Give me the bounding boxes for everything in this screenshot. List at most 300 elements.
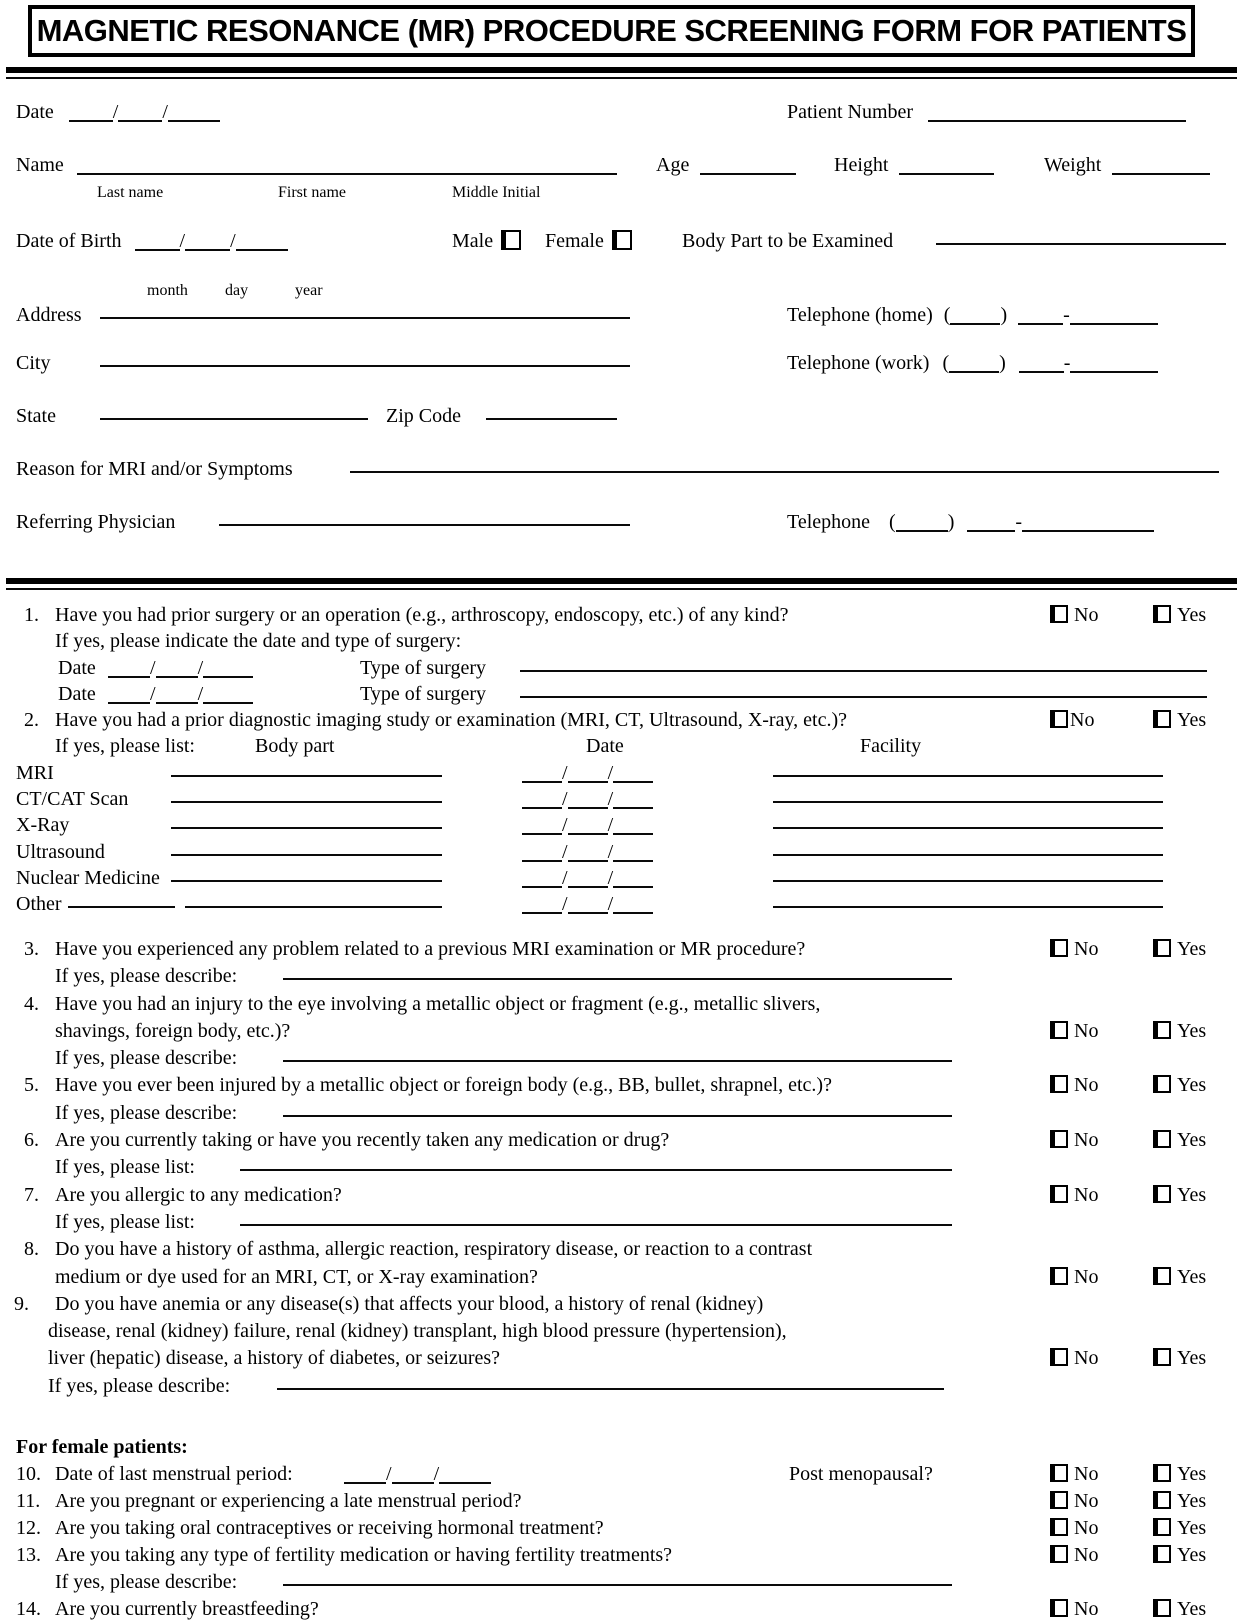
q12-row bbox=[0, 1515, 1243, 1542]
q9-number: 9. bbox=[14, 1292, 29, 1315]
slash: / bbox=[150, 656, 156, 679]
height-group bbox=[834, 152, 994, 179]
slash: / bbox=[607, 761, 614, 784]
q6-row bbox=[0, 1127, 1243, 1154]
paren: ( bbox=[942, 352, 950, 374]
slash: / bbox=[607, 866, 614, 889]
q1-number: 1. bbox=[24, 604, 39, 626]
ultrasound-date-fields bbox=[522, 839, 653, 865]
yes-label: Yes bbox=[1177, 1544, 1207, 1566]
q4-yes-checkbox[interactable] bbox=[1153, 1021, 1171, 1039]
xray-date-d[interactable] bbox=[568, 818, 608, 835]
slash: / bbox=[607, 814, 614, 837]
q9-text-line1: Do you have anemia or any disease(s) that affects your blood, a history of renal (kidney) bbox=[55, 1292, 764, 1315]
q14-yes-checkbox[interactable] bbox=[1153, 1599, 1171, 1617]
tel-work-label: Telephone (work) bbox=[787, 352, 930, 374]
q5-yes-checkbox[interactable] bbox=[1153, 1075, 1171, 1093]
q1-date1-year-field[interactable] bbox=[203, 661, 253, 678]
state-field[interactable] bbox=[100, 403, 368, 420]
yes-label: Yes bbox=[1177, 1129, 1207, 1152]
q4-number: 4. bbox=[24, 992, 39, 1015]
patient-number-label: Patient Number bbox=[787, 101, 914, 123]
patient-number-group bbox=[787, 99, 1186, 126]
tel-work-group bbox=[787, 350, 1158, 377]
mri-date-y[interactable] bbox=[613, 766, 653, 783]
height-label: Height bbox=[834, 154, 889, 176]
q10-number: 10. bbox=[16, 1463, 41, 1485]
body-part-field[interactable] bbox=[936, 228, 1226, 245]
q12-no-option bbox=[1050, 1515, 1098, 1542]
ct-body-part-field[interactable] bbox=[171, 786, 442, 803]
male-group bbox=[452, 228, 527, 255]
q13-number: 13. bbox=[16, 1544, 41, 1566]
q7-list-row bbox=[0, 1209, 1243, 1236]
female-heading: For female patients: bbox=[16, 1436, 188, 1458]
telephone-label: Telephone bbox=[787, 511, 871, 533]
q4-describe-field[interactable] bbox=[283, 1045, 952, 1062]
q1-date-1-fields bbox=[108, 655, 253, 681]
age-group bbox=[656, 152, 796, 179]
q4-no-checkbox[interactable] bbox=[1050, 1021, 1068, 1039]
q3-describe-label: If yes, please describe: bbox=[55, 965, 238, 988]
nuclear-date-fields bbox=[522, 865, 653, 891]
slash: / bbox=[562, 814, 568, 837]
no-label: No bbox=[1074, 1019, 1099, 1042]
q5-describe-field[interactable] bbox=[283, 1100, 952, 1117]
imaging-label-nuclear: Nuclear Medicine bbox=[16, 866, 160, 889]
other-date-d[interactable] bbox=[568, 897, 608, 914]
last-name-label: Last name bbox=[97, 184, 164, 201]
q5-number: 5. bbox=[24, 1074, 39, 1097]
q11-number: 11. bbox=[16, 1490, 41, 1512]
yes-label: Yes bbox=[1177, 1598, 1207, 1620]
date-label: Date bbox=[16, 101, 54, 123]
q1-date-2-fields bbox=[108, 681, 253, 707]
referring-physician-field[interactable] bbox=[219, 509, 630, 526]
q7-row bbox=[0, 1182, 1243, 1209]
dob-year-field[interactable] bbox=[236, 234, 288, 251]
q9-describe-field[interactable] bbox=[277, 1373, 944, 1390]
nuclear-date-d[interactable] bbox=[568, 871, 608, 888]
q1-yes-checkbox[interactable] bbox=[1153, 605, 1171, 623]
q10-no-option bbox=[1050, 1461, 1098, 1488]
q1-yes-option bbox=[1153, 602, 1206, 628]
q8-yes-option bbox=[1153, 1264, 1206, 1291]
q5-row bbox=[0, 1072, 1243, 1099]
yes-label: Yes bbox=[1177, 1265, 1207, 1288]
q6-number: 6. bbox=[24, 1129, 39, 1152]
q3-no-checkbox[interactable] bbox=[1050, 939, 1068, 957]
xray-facility-field[interactable] bbox=[773, 812, 1163, 829]
yes-label: Yes bbox=[1177, 1463, 1207, 1485]
name-row bbox=[16, 152, 1229, 179]
q5-no-checkbox[interactable] bbox=[1050, 1075, 1068, 1093]
questions-block-1 bbox=[0, 602, 1243, 918]
female-heading-row bbox=[0, 1434, 1243, 1461]
ct-date-d[interactable] bbox=[568, 792, 608, 809]
q9-no-option bbox=[1050, 1345, 1098, 1372]
q9-row-2 bbox=[0, 1318, 1243, 1345]
q3-no-option bbox=[1050, 936, 1098, 963]
q6-yes-checkbox[interactable] bbox=[1153, 1130, 1171, 1148]
slash: / bbox=[562, 788, 568, 811]
address-label: Address bbox=[16, 304, 82, 326]
zip-label: Zip Code bbox=[386, 405, 461, 427]
q11-yes-option bbox=[1153, 1488, 1206, 1515]
no-label: No bbox=[1074, 1517, 1099, 1539]
q9-describe-label: If yes, please describe: bbox=[48, 1374, 231, 1397]
other-date-m[interactable] bbox=[522, 897, 562, 914]
q1-type1-field[interactable] bbox=[520, 655, 1207, 672]
q6-list-field[interactable] bbox=[240, 1154, 952, 1171]
mri-facility-field[interactable] bbox=[773, 760, 1163, 777]
q3-describe-field[interactable] bbox=[283, 963, 952, 980]
q7-number: 7. bbox=[24, 1183, 39, 1206]
q8-row-2 bbox=[0, 1264, 1243, 1291]
weight-label: Weight bbox=[1044, 154, 1102, 176]
q10-date-m[interactable] bbox=[344, 1467, 386, 1484]
yes-label: Yes bbox=[1177, 1517, 1207, 1539]
q8-row-1 bbox=[0, 1236, 1243, 1263]
q4-describe-row bbox=[0, 1045, 1243, 1072]
name-sublabels bbox=[16, 179, 1229, 206]
q2-col-facility: Facility bbox=[860, 735, 922, 758]
name-label: Name bbox=[16, 154, 64, 176]
city-label: City bbox=[16, 352, 51, 374]
slash: / bbox=[197, 682, 204, 705]
no-label: No bbox=[1074, 1183, 1099, 1206]
year-label: year bbox=[295, 282, 323, 299]
xray-date-fields bbox=[522, 812, 653, 838]
q8-yes-checkbox[interactable] bbox=[1153, 1267, 1171, 1285]
q3-yes-checkbox[interactable] bbox=[1153, 939, 1171, 957]
mri-date-fields bbox=[522, 760, 653, 786]
month-label: month bbox=[147, 282, 188, 299]
q12-number: 12. bbox=[16, 1517, 41, 1539]
q14-row bbox=[0, 1596, 1243, 1620]
q9-row-1 bbox=[0, 1291, 1243, 1318]
q7-list-field[interactable] bbox=[240, 1209, 952, 1226]
q9-yes-option bbox=[1153, 1345, 1206, 1372]
q11-row bbox=[0, 1488, 1243, 1515]
ct-date-fields bbox=[522, 786, 653, 812]
tel-home-area-field[interactable] bbox=[950, 308, 1000, 325]
weight-group bbox=[1044, 152, 1210, 179]
yes-label: Yes bbox=[1177, 1490, 1207, 1512]
q6-yes-option bbox=[1153, 1127, 1206, 1154]
other-facility-field[interactable] bbox=[773, 891, 1163, 908]
q12-no-checkbox[interactable] bbox=[1050, 1518, 1068, 1536]
form-title: MAGNETIC RESONANCE (MR) PROCEDURE SCREENING FORM FOR PATIENTS bbox=[36, 13, 1187, 48]
state-row bbox=[16, 403, 1229, 430]
ct-date-y[interactable] bbox=[613, 792, 653, 809]
nuclear-body-part-field[interactable] bbox=[171, 865, 442, 882]
date-day-field[interactable] bbox=[118, 105, 162, 122]
imaging-row-mri bbox=[0, 760, 1243, 786]
q1-date-label-1: Date bbox=[58, 656, 96, 679]
other-body-part-field[interactable] bbox=[185, 891, 442, 908]
q10-row bbox=[0, 1461, 1243, 1488]
ct-facility-field[interactable] bbox=[773, 786, 1163, 803]
no-label: No bbox=[1074, 1074, 1099, 1097]
q2-yes-option bbox=[1153, 707, 1206, 733]
nuclear-date-m[interactable] bbox=[522, 871, 562, 888]
q8-no-checkbox[interactable] bbox=[1050, 1267, 1068, 1285]
yes-label: Yes bbox=[1177, 604, 1207, 626]
q1-type-label-2: Type of surgery bbox=[360, 682, 486, 705]
ultrasound-date-y[interactable] bbox=[613, 845, 653, 862]
q10-post-menopausal-label: Post menopausal? bbox=[789, 1463, 933, 1485]
reason-row bbox=[16, 456, 1229, 483]
reason-field[interactable] bbox=[350, 456, 1219, 473]
q2-no-option bbox=[1050, 707, 1094, 733]
q10-yes-checkbox[interactable] bbox=[1153, 1464, 1171, 1482]
q7-yes-checkbox[interactable] bbox=[1153, 1185, 1171, 1203]
q11-text: Are you pregnant or experiencing a late menstrual period? bbox=[55, 1490, 522, 1512]
dob-day-field[interactable] bbox=[185, 234, 230, 251]
date-month-field[interactable] bbox=[69, 105, 113, 122]
referring-tel-group bbox=[787, 509, 1154, 536]
q5-text: Have you ever been injured by a metallic object or foreign body (e.g., BB, bullet, shrapnel, etc.)? bbox=[55, 1074, 832, 1097]
paren: ) bbox=[947, 511, 955, 533]
q2-col-date: Date bbox=[586, 735, 624, 758]
q1-date2-year-field[interactable] bbox=[203, 687, 253, 704]
q1-date1-month-field[interactable] bbox=[108, 661, 150, 678]
q1-date2-day-field[interactable] bbox=[156, 687, 198, 704]
yes-label: Yes bbox=[1177, 1347, 1207, 1370]
dob-sublabels bbox=[16, 277, 1229, 304]
slash: / bbox=[112, 101, 119, 123]
imaging-label-other: Other bbox=[16, 893, 62, 916]
date-patient-row bbox=[16, 99, 1229, 126]
age-label: Age bbox=[656, 154, 690, 176]
q5-yes-option bbox=[1153, 1072, 1206, 1099]
paren: ( bbox=[943, 304, 951, 326]
imaging-label-xray: X-Ray bbox=[16, 814, 70, 837]
q6-list-row bbox=[0, 1154, 1243, 1181]
no-label: No bbox=[1074, 1129, 1099, 1152]
q3-yes-option bbox=[1153, 936, 1206, 963]
q2-text: Have you had a prior diagnostic imaging study or examination (MRI, CT, Ultrasound, X-ray, etc.)? bbox=[55, 709, 848, 732]
q13-no-checkbox[interactable] bbox=[1050, 1545, 1068, 1563]
slash: / bbox=[433, 1463, 440, 1485]
ultrasound-facility-field[interactable] bbox=[773, 839, 1163, 856]
q13-describe-row bbox=[0, 1569, 1243, 1596]
nuclear-date-y[interactable] bbox=[613, 871, 653, 888]
referring-row bbox=[16, 509, 1229, 536]
city-field[interactable] bbox=[100, 350, 630, 367]
dob-month-field[interactable] bbox=[135, 234, 180, 251]
date-year-field[interactable] bbox=[168, 105, 220, 122]
q13-yes-option bbox=[1153, 1542, 1206, 1569]
q2-yes-checkbox[interactable] bbox=[1153, 710, 1171, 728]
nuclear-facility-field[interactable] bbox=[773, 865, 1163, 882]
no-label: No bbox=[1074, 1598, 1099, 1620]
slash: / bbox=[150, 682, 156, 705]
q1-type2-field[interactable] bbox=[520, 681, 1207, 698]
ultrasound-date-d[interactable] bbox=[568, 845, 608, 862]
q13-yes-checkbox[interactable] bbox=[1153, 1545, 1171, 1563]
q10-text: Date of last menstrual period: bbox=[55, 1463, 293, 1485]
divider-top bbox=[6, 67, 1237, 79]
tel-home-group bbox=[787, 302, 1158, 329]
q14-no-option bbox=[1050, 1596, 1098, 1620]
q14-no-checkbox[interactable] bbox=[1050, 1599, 1068, 1617]
q5-no-option bbox=[1050, 1072, 1098, 1099]
slash: / bbox=[562, 840, 568, 863]
q9-row-3 bbox=[0, 1345, 1243, 1372]
questions-block-female bbox=[0, 1434, 1243, 1620]
ct-date-m[interactable] bbox=[522, 792, 562, 809]
reason-label: Reason for MRI and/or Symptoms bbox=[16, 458, 293, 480]
q13-row bbox=[0, 1542, 1243, 1569]
q10-yes-option bbox=[1153, 1461, 1206, 1488]
address-row bbox=[16, 302, 1229, 329]
q10-date-y[interactable] bbox=[439, 1467, 491, 1484]
tel-work-line-field[interactable] bbox=[1070, 356, 1158, 373]
q5-describe-label: If yes, please describe: bbox=[55, 1101, 238, 1124]
imaging-row-xray bbox=[0, 812, 1243, 838]
patient-number-field[interactable] bbox=[928, 105, 1186, 122]
q10-no-checkbox[interactable] bbox=[1050, 1464, 1068, 1482]
imaging-label-ultrasound: Ultrasound bbox=[16, 840, 105, 863]
q9-yes-checkbox[interactable] bbox=[1153, 1348, 1171, 1366]
other-date-y[interactable] bbox=[613, 897, 653, 914]
tel-work-prefix-field[interactable] bbox=[1019, 356, 1064, 373]
no-label: No bbox=[1074, 1490, 1099, 1512]
address-field[interactable] bbox=[100, 302, 630, 319]
female-group bbox=[545, 228, 638, 255]
yes-label: Yes bbox=[1177, 1074, 1207, 1097]
body-part-label: Body Part to be Examined bbox=[682, 230, 894, 252]
tel-work-area-field[interactable] bbox=[949, 356, 999, 373]
referring-tel-area-field[interactable] bbox=[896, 515, 948, 532]
imaging-row-other bbox=[0, 891, 1243, 917]
q7-text: Are you allergic to any medication? bbox=[55, 1183, 342, 1206]
paren: ) bbox=[999, 352, 1006, 374]
day-label: day bbox=[225, 282, 249, 299]
female-checkbox[interactable] bbox=[612, 230, 632, 250]
imaging-row-ct bbox=[0, 786, 1243, 812]
q11-yes-checkbox[interactable] bbox=[1153, 1491, 1171, 1509]
mri-date-d[interactable] bbox=[568, 766, 608, 783]
q8-no-option bbox=[1050, 1264, 1098, 1291]
xray-date-m[interactable] bbox=[522, 818, 562, 835]
referring-tel-line-field[interactable] bbox=[1022, 515, 1154, 532]
male-label: Male bbox=[452, 230, 494, 252]
tel-home-prefix-field[interactable] bbox=[1018, 308, 1063, 325]
q12-yes-checkbox[interactable] bbox=[1153, 1518, 1171, 1536]
q1-date2-month-field[interactable] bbox=[108, 687, 150, 704]
yes-label: Yes bbox=[1177, 1019, 1207, 1042]
q1-no-checkbox[interactable] bbox=[1050, 605, 1068, 623]
q10-date-fields bbox=[344, 1461, 491, 1488]
q4-text-line2: shavings, foreign body, etc.)? bbox=[55, 1019, 291, 1042]
dob-label: Date of Birth bbox=[16, 230, 122, 252]
xray-date-y[interactable] bbox=[613, 818, 653, 835]
male-checkbox[interactable] bbox=[501, 230, 521, 250]
q7-no-checkbox[interactable] bbox=[1050, 1185, 1068, 1203]
mri-body-part-field[interactable] bbox=[171, 760, 442, 777]
city-row bbox=[16, 350, 1229, 377]
q1-subprompt: If yes, please indicate the date and type of surgery: bbox=[55, 630, 462, 653]
q2-number: 2. bbox=[24, 709, 39, 732]
middle-initial-label: Middle Initial bbox=[452, 184, 541, 201]
questions-block-2 bbox=[0, 936, 1243, 1400]
q1-date-label-2: Date bbox=[58, 682, 96, 705]
q3-describe-row bbox=[0, 963, 1243, 990]
q13-describe-label: If yes, please describe: bbox=[55, 1571, 238, 1593]
height-field[interactable] bbox=[899, 158, 994, 175]
q14-number: 14. bbox=[16, 1598, 41, 1620]
q2-no-checkbox[interactable] bbox=[1050, 710, 1068, 728]
imaging-row-nuclear bbox=[0, 865, 1243, 891]
q14-yes-option bbox=[1153, 1596, 1206, 1620]
q13-describe-field[interactable] bbox=[283, 1569, 952, 1586]
q9-no-checkbox[interactable] bbox=[1050, 1348, 1068, 1366]
q6-no-checkbox[interactable] bbox=[1050, 1130, 1068, 1148]
first-name-label: First name bbox=[278, 184, 346, 201]
q3-row bbox=[0, 936, 1243, 963]
xray-body-part-field[interactable] bbox=[171, 812, 442, 829]
q8-text-line2: medium or dye used for an MRI, CT, or X-ray examination? bbox=[55, 1265, 538, 1288]
q1-row bbox=[0, 602, 1243, 628]
q3-text: Have you experienced any problem related to a previous MRI examination or MR procedure? bbox=[55, 938, 806, 960]
q4-row-1 bbox=[0, 991, 1243, 1018]
q11-no-checkbox[interactable] bbox=[1050, 1491, 1068, 1509]
ultrasound-date-m[interactable] bbox=[522, 845, 562, 862]
q2-row bbox=[0, 707, 1243, 733]
zip-field[interactable] bbox=[486, 403, 617, 420]
slash: / bbox=[179, 230, 186, 252]
ultrasound-body-part-field[interactable] bbox=[171, 839, 442, 856]
dash: - bbox=[1063, 352, 1071, 374]
no-label: No bbox=[1074, 604, 1099, 626]
no-label: No bbox=[1074, 1347, 1099, 1370]
q8-number: 8. bbox=[24, 1238, 39, 1261]
q6-no-option bbox=[1050, 1127, 1098, 1154]
referring-tel-prefix-field[interactable] bbox=[967, 515, 1015, 532]
no-label: No bbox=[1074, 938, 1099, 960]
name-field[interactable] bbox=[77, 158, 617, 175]
weight-field[interactable] bbox=[1112, 158, 1210, 175]
q1-no-option bbox=[1050, 602, 1098, 628]
age-field[interactable] bbox=[700, 158, 796, 175]
q2-columns-row bbox=[0, 733, 1243, 759]
tel-home-line-field[interactable] bbox=[1070, 308, 1158, 325]
q3-number: 3. bbox=[24, 938, 39, 960]
slash: / bbox=[197, 656, 204, 679]
q2-col-body-part: Body part bbox=[255, 735, 335, 758]
q1-subprompt-row bbox=[0, 628, 1243, 654]
mri-date-m[interactable] bbox=[522, 766, 562, 783]
form-title-box bbox=[28, 5, 1195, 57]
q7-yes-option bbox=[1153, 1182, 1206, 1209]
q9-describe-row bbox=[0, 1373, 1243, 1400]
slash: / bbox=[607, 840, 614, 863]
q7-no-option bbox=[1050, 1182, 1098, 1209]
q4-yes-option bbox=[1153, 1018, 1206, 1045]
other-type-field[interactable] bbox=[68, 891, 175, 908]
divider-questions bbox=[6, 578, 1237, 590]
q1-date1-day-field[interactable] bbox=[156, 661, 198, 678]
q13-no-option bbox=[1050, 1542, 1098, 1569]
imaging-label-ct: CT/CAT Scan bbox=[16, 788, 129, 811]
q10-date-d[interactable] bbox=[392, 1467, 434, 1484]
dash: - bbox=[1063, 304, 1070, 326]
q8-text-line1: Do you have a history of asthma, allergic reaction, respiratory disease, or reaction to a contrast bbox=[55, 1238, 813, 1261]
state-label: State bbox=[16, 405, 56, 427]
